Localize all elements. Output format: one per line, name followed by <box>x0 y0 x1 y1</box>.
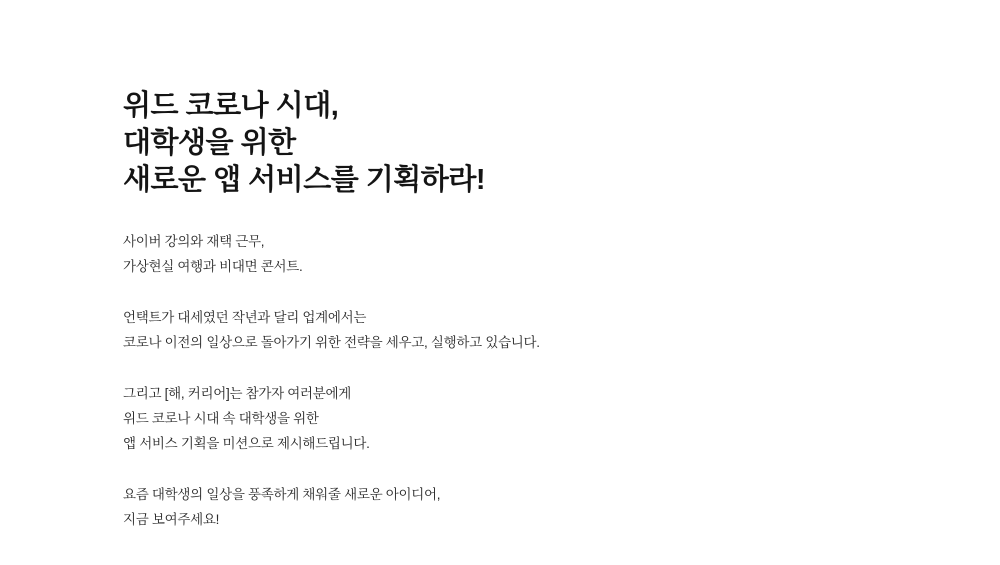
body-text <box>123 229 880 532</box>
page-title-line-1: 위드 코로나 시대, <box>123 90 339 122</box>
paragraph-4-line-2: 지금 보여주세요! <box>123 512 220 527</box>
paragraph-1 <box>123 229 880 279</box>
page-title <box>123 88 880 199</box>
paragraph-2-line-1: 언택트가 대세였던 작년과 달리 업계에서는 <box>123 310 367 325</box>
paragraph-2-line-2: 코로나 이전의 일상으로 돌아가기 위한 전략을 세우고, 실행하고 있습니다. <box>123 335 540 350</box>
paragraph-1-line-2: 가상현실 여행과 비대면 콘서트. <box>123 259 303 274</box>
paragraph-3 <box>123 381 880 456</box>
paragraph-1-line-1: 사이버 강의와 재택 근무, <box>123 234 265 249</box>
paragraph-3-line-1: 그리고 [해, 커리어]는 참가자 여러분에게 <box>123 386 352 401</box>
paragraph-4-line-1: 요즘 대학생의 일상을 풍족하게 채워줄 새로운 아이디어, <box>123 487 441 502</box>
page-title-line-2: 대학생을 위한 <box>123 127 296 159</box>
paragraph-2 <box>123 305 880 355</box>
page-title-line-3: 새로운 앱 서비스를 기획하라! <box>123 164 485 196</box>
paragraph-4 <box>123 482 880 532</box>
paragraph-3-line-3: 앱 서비스 기획을 미션으로 제시해드립니다. <box>123 436 370 451</box>
paragraph-3-line-2: 위드 코로나 시대 속 대학생을 위한 <box>123 411 319 426</box>
